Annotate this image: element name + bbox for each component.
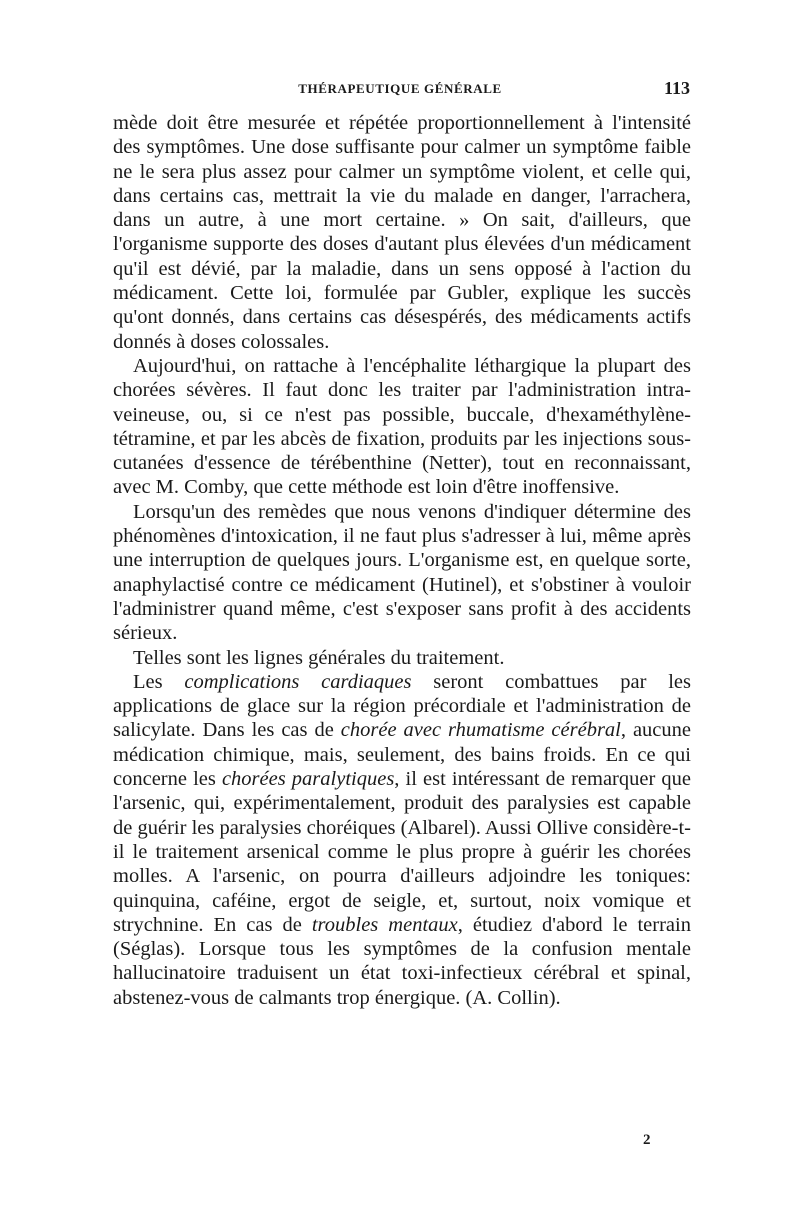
body-text <box>113 111 691 1010</box>
text-run: Lorsqu'un des remèdes que nous venons d'indiquer détermine des phénomènes d'intoxication, il ne faut plus s'adresser à lui, même après une interruption de quelques jours. L'organisme est, en quelque sorte, anaphylactisé contre ce médicament (Hutinel), et s'obstiner à vouloir l'administrer quand même, c'est s'exposer sans profit à des accidents sérieux. <box>113 500 691 645</box>
italic-term: chorée avec rhumatisme cérébral <box>340 719 621 742</box>
paragraph <box>113 646 691 670</box>
signature-mark: 2 <box>643 1132 651 1148</box>
italic-term: troubles mentaux <box>311 913 458 936</box>
paragraph <box>113 354 691 500</box>
text-run: seront combattues par les applications de glace sur la région précordiale et l'administration de salicylate. Dans les cas de <box>113 670 691 742</box>
paragraph <box>113 500 691 646</box>
italic-term: complications cardiaques <box>184 670 412 693</box>
text-run: , étudiez d'abord le terrain (Séglas). Lorsque tous les symptômes de la confusion mentale hallucinatoire traduisent un état toxi-infectieux cérébral et spinal, abstenez-vous de calmants trop énergique. (A. Collin). <box>113 913 691 1009</box>
running-title: THÉRAPEUTIQUE GÉNÉRALE <box>298 81 502 96</box>
running-head <box>110 78 690 100</box>
text-run: Telles sont les lignes générales du traitement. <box>133 646 505 669</box>
text-run: , aucune médication chimique, mais, seulement, des bains froids. En ce qui concerne les <box>113 719 692 791</box>
paragraph <box>113 670 691 1010</box>
paragraph <box>113 111 691 354</box>
text-run: mède doit être mesurée et répétée proportionnellement à l'intensité des symptômes. Une dose suffisante pour calmer un symptôme faible ne le sera plus assez pour calmer un symptôme violent, et celle qui, dans certains cas, mettrait la vie du malade en danger, l'arrachera, dans un autre, à une mort certaine. » On sait, d'ailleurs, que l'organisme supporte des doses d'autant plus élevées d'un médicament qu'il est dévié, par la maladie, dans un sens opposé à l'action du médicament. Cette loi, formulée par Gubler, explique les succès qu'ont donnés, dans certains cas désespérés, des médicaments actifs donnés à doses colossales. <box>113 112 691 353</box>
text-run: Aujourd'hui, on rattache à l'encéphalite léthargique la plupart des chorées sévères. Il faut donc les traiter par l'administration intra-veineuse, ou, si ce n'est pas possible, buccale, d'hexaméthylène-tétramine, et par les abcès de fixation, produits par les injections sous-cutanées d'essence de térébenthine (Netter), tout en reconnaissant, avec M. Comby, que cette méthode est loin d'être inoffensive. <box>113 354 691 499</box>
text-run: Les <box>133 670 185 693</box>
page-number: 113 <box>663 78 690 98</box>
text-run: , il est intéressant de remarquer que l'arsenic, qui, expérimentalement, produit des paralysies est capable de guérir les paralysies choréiques (Albarel). Aussi Ollive considère-t-il le traitement arsenical comme le plus propre à guérir les chorées molles. A l'arsenic, on pourra d'ailleurs adjoindre les toniques: quinquina, caféine, ergot de seigle, et, surtout, noix vomique et strychnine. En cas de <box>113 768 692 936</box>
italic-term: chorées paralytiques <box>221 768 395 791</box>
